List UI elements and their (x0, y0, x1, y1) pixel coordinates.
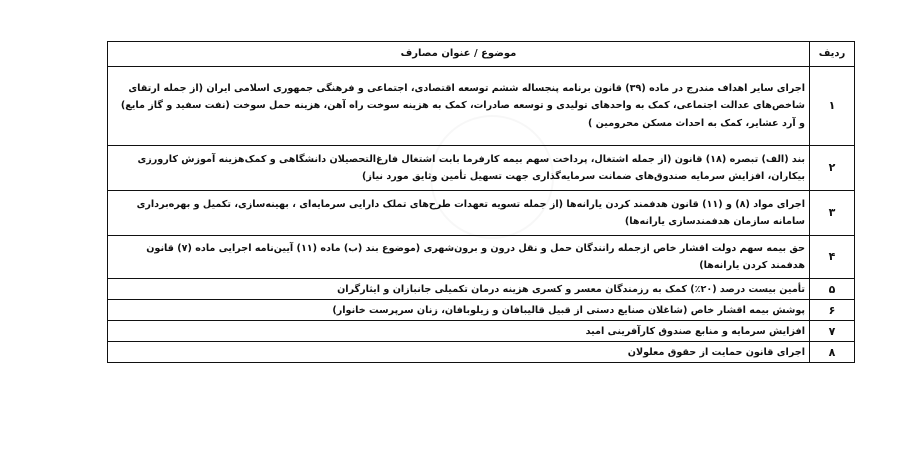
row-description: اجرای سایر اهداف مندرج در ماده (۳۹) قانون برنامه پنجساله ششم توسعه اقتصادی، اجتماعی و فرهنگی جمهوری اسلامی ایران (از جمله ارتقای شاخص‌های عدالت اجتماعی، کمک به واحدهای تولیدی و توسعه صادرات، کمک به هزینه سوخت راه آهن، هزینه حمل سوخت (نفت سفید و گاز مایع) و آرد عشایر، کمک به احداث مسکن محرومین ) (108, 67, 810, 146)
row-number: ۱ (810, 67, 855, 146)
row-number: ۲ (810, 146, 855, 191)
row-description: افزایش سرمایه و منابع صندوق کارآفرینی امید (108, 321, 810, 342)
table-header-row (108, 42, 855, 67)
row-number: ۳ (810, 191, 855, 236)
row-description: تأمین بیست درصد (۲۰٪) کمک به رزمندگان معسر و کسری هزینه درمان تکمیلی جانبازان و ایثارگران (108, 279, 810, 300)
row-number: ۷ (810, 321, 855, 342)
row-description: اجرای قانون حمایت از حقوق معلولان (108, 342, 810, 363)
table-row (108, 236, 855, 279)
header-row-number: ردیف (810, 42, 855, 67)
row-description: حق بیمه سهم دولت اقشار خاص ازجمله رانندگان حمل و نقل درون و برون‌شهری (موضوع بند (ب) ماده (۱۱) آیین‌نامه اجرایی ماده (۷) قانون هدفمند کردن یارانه‌ها) (108, 236, 810, 279)
row-number: ۴ (810, 236, 855, 279)
header-expense-title: موضوع / عنوان مصارف (108, 42, 810, 67)
row-number: ۶ (810, 300, 855, 321)
row-description: بند (الف) تبصره (۱۸) قانون (از جمله اشتغال، پرداخت سهم بیمه کارفرما بابت اشتغال فارغ‌التحصیلان دانشگاهی و کمک‌هزینه آموزش کارورزی بیکاران، افزایش سرمایه صندوق‌های ضمانت سرمایه‌گذاری جهت تسهیل تأمین وثایق مورد نیاز) (108, 146, 810, 191)
table-row (108, 67, 855, 146)
row-description: اجرای مواد (۸) و (۱۱) قانون هدفمند کردن یارانه‌ها (از جمله تسویه تعهدات طرح‌های تملک دارایی سرمایه‌ای ، بهینه‌سازی، تکمیل و بهره‌برداری سامانه سازمان هدفمندسازی یارانه‌ها) (108, 191, 810, 236)
expenditure-table (107, 41, 855, 363)
expenditure-table-container (107, 41, 855, 363)
table-row (108, 342, 855, 363)
row-number: ۸ (810, 342, 855, 363)
table-row (108, 321, 855, 342)
row-number: ۵ (810, 279, 855, 300)
table-row (108, 191, 855, 236)
table-row (108, 300, 855, 321)
table-row (108, 146, 855, 191)
row-description: پوشش بیمه اقشار خاص (شاغلان صنایع دستی از قبیل قالیبافان و زیلوبافان، زنان سرپرست خانوار) (108, 300, 810, 321)
table-row (108, 279, 855, 300)
